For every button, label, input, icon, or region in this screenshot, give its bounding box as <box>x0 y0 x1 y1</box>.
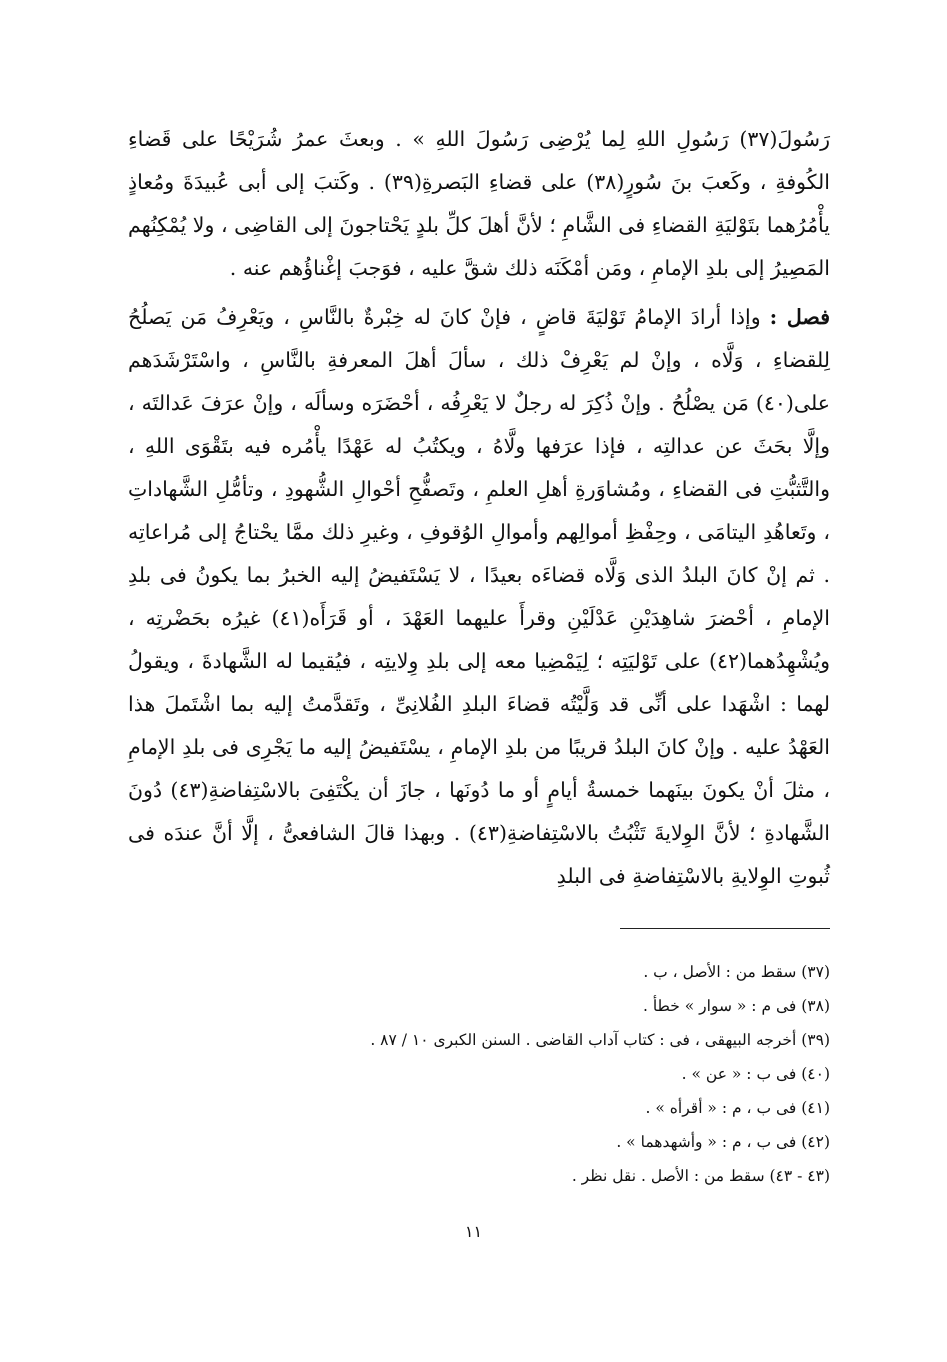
page-number: ١١ <box>464 1222 483 1241</box>
paragraph <box>128 118 830 290</box>
footnote-divider <box>620 928 830 929</box>
main-text <box>128 118 830 898</box>
footnote-item: (٤١) فى ب ، م : « أقرأه » . <box>645 1099 830 1117</box>
footnote-item: (٤٠) فى ب : « عن » . <box>681 1065 830 1083</box>
footnote-item: (٣٨) فى م : « سوار » خطأ . <box>642 997 830 1015</box>
footnote-item: (٣٩) أخرجه البيهقى ، فى : كتاب آداب القاضى . السنن الكبرى ١٠ / ٨٧ . <box>370 1031 830 1049</box>
paragraph <box>128 296 830 898</box>
paragraph-text: رَسُولَ(٣٧) رَسُولِ اللهِ لِما يُرْضِى رَسُولَ اللهِ » . وبعثَ عمرُ شُرَيْحًا على قَضاءِ الكُوفةِ ، وكَعبَ بنَ سُورٍ(٣٨) على قضاءِ البَصرةِ(٣٩) . وكَتبَ إلى أبى عُبيدَةَ ومُعاذٍ يأْمُرُهما بتَوْليَةِ القضاءِ فى الشَّامِ ؛ لأنَّ أهلَ كلِّ بلدٍ يَحْتاجونَ إلى القاضِى ، ولا يُمْكِنُهم المَصِيرُ إلى بلدِ الإمامِ ، ومَن أمْكَنَه ذلك شقَّ عليه ، فوَجبَ إغْناؤُهم عنه . <box>128 127 830 280</box>
paragraph-text: وإذا أرادَ الإمامُ تَوْليَةَ قاضٍ ، فإنْ كانَ له خِبْرةٌ بالنَّاسِ ، ويَعْرِفُ مَن يَصلُحُ لِلقضاءِ ، وَلَّاه ، وإنْ لم يَعْرِفْ ذلك ، سألَ أهلَ المعرفةِ بالنَّاسِ ، واسْتَرْشَدَهم على(٤٠) مَن يصْلُحُ . وإنْ ذُكِرَ له رجلٌ لا يَعْرِفُه ، أحْضَرَه وسألَه ، وإنْ عرَفَ عَدالتَه ، وإلَّا بحَثَ عن عدالتِه ، فإذا عرَفها ولَّاهُ ، ويكتُبُ له عَهْدًا يأْمُره فيه بتَقْوَى اللهِ ، والتَّثبُّتِ فى القضاءِ ، ومُشاوَرةِ أهلِ العلمِ ، وتَصفُّحِ أحْوالِ الشُّهودِ ، وتأمُّلِ الشَّهاداتِ ، وتَعاهُدِ اليتامَى ، وحِفْظِ أموالِهم وأموالِ الوُقوفِ ، وغيرِ ذلك ممَّا يحْتاجُ إلى مُراعاتِه . ثم إنْ كانَ البلدُ الذى وَلَّاه قضاءَه بعيدًا ، لا يَسْتَفيضُ إليه الخبرُ بما يكونُ فى بلدِ الإمامِ ، أحْضرَ شاهِدَيْنِ عَدْلَيْنِ وقرأَ عليهما العَهْدَ ، أو قَرَأَه(٤١) غيرُه بحَضْرتِه ، ويُشْهِدُهما(٤٢) على تَوْليَتِه ؛ لِيَمْضِيا معه إلى بلدِ وِلايتِه ، فيُقيما له الشَّهادةَ ، ويقولُ لهما : اشْهَدا على أنِّى قد وَلَّيْتُه قضاءَ البلدِ الفُلانِىِّ ، وتَقدَّمتُ إليه بما اشْتَملَ هذا العَهْدُ عليه . وإنْ كانَ البلدُ قريبًا من بلدِ الإمامِ ، يسْتَفيضُ إليه ما يَجْرِى فى بلدِ الإمامِ ، مثلَ أنْ يكونَ بينَهما خمسةُ أيامٍ أو ما دُونَها ، جازَ أن يكْتَفِىَ بالاسْتِفاضةِ(٤٣) دُونَ الشَّهادةِ ؛ لأنَّ الوِلايةَ تَثْبُتُ بالاسْتِفاضةِ(٤٣) . وبهذا قالَ الشافعىُّ ، إلَّا أنَّ عندَه فى ثُبوتِ الوِلايةِ بالاسْتِفاضةِ فى البلدِ <box>128 305 830 888</box>
footnotes-list <box>128 955 830 1193</box>
footnote-item: (٣٧) سقط من : الأصل ، ب . <box>643 963 830 981</box>
footnote-item: (٤٣ - ٤٣) سقط من : الأصل . نقل نظر . <box>571 1167 830 1185</box>
footnote-item: (٤٢) فى ب ، م : « وأشهدهما » . <box>616 1133 830 1151</box>
section-heading-fasl: فصل : <box>769 305 831 329</box>
